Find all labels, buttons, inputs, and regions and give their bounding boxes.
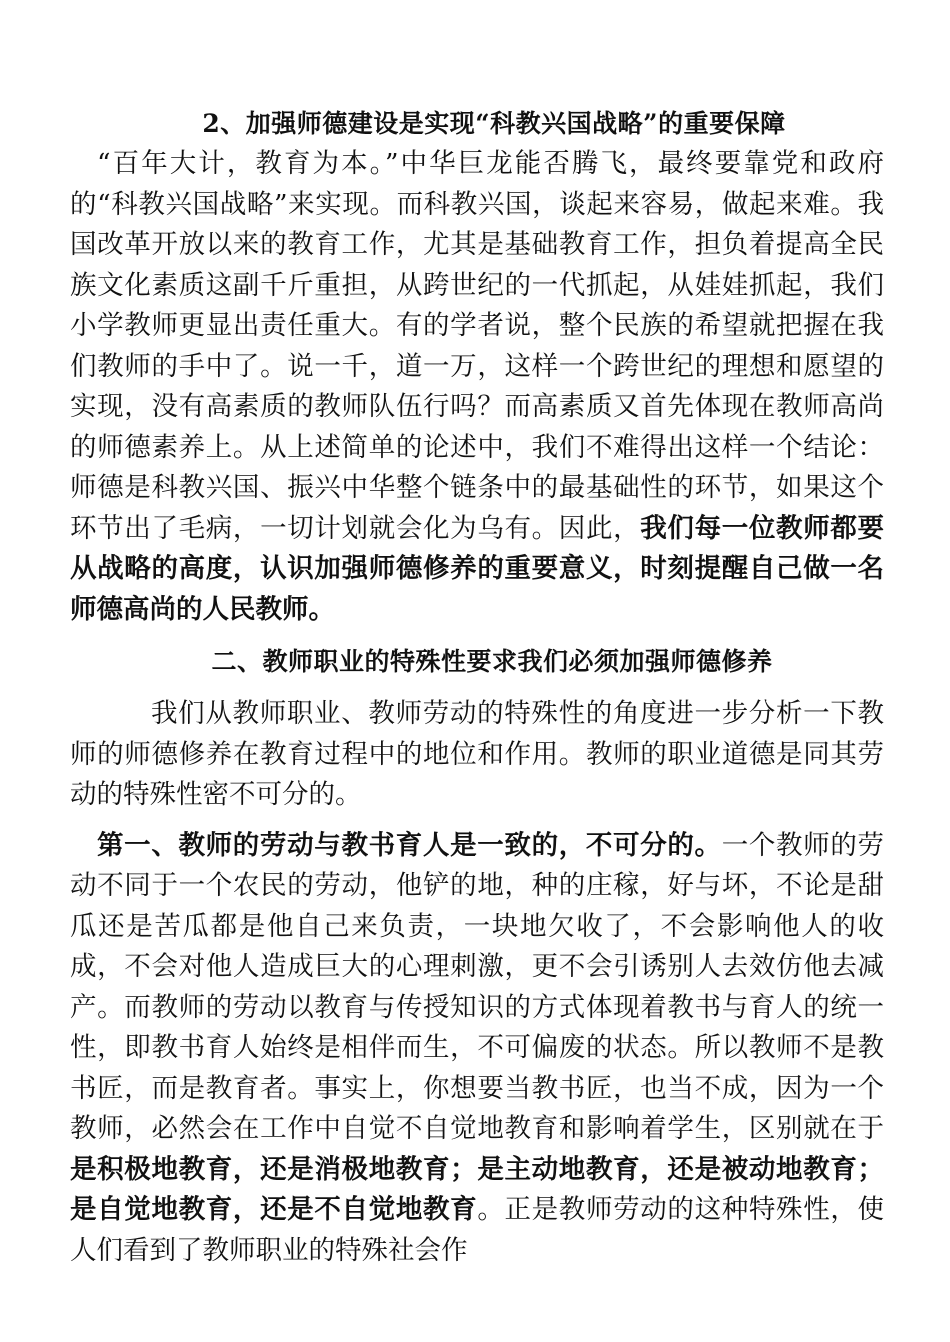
document-page (70, 104, 884, 1271)
section-heading-2: 二、教师职业的特殊性要求我们必须加强师德修养 (211, 647, 773, 676)
paragraph-strategy (70, 144, 884, 630)
paragraph-strategy-text: “百年大计，教育为本。”中华巨龙能否腾飞，最终要靠党和政府的“科教兴国战略”来实现。而科教兴国，谈起来容易，做起来难。我国改革开放以来的教育工作，尤其是基础教育工作，担负着提高全民族文化素质这副千斤重担，从跨世纪的一代抓起，从娃娃抓起，我们小学教师更显出责任重大。有的学者说，整个民族的希望就把握在我们教师的手中了。说一千，道一万，这样一个跨世纪的理想和愿望的实现，没有高素质的教师队伍行吗？而高素质又首先体现在教师高尚的师德素养上。从上述简单的论述中，我们不难得出这样一个结论：师德是科教兴国、振兴中华整个链条中的最基础性的环节，如果这个环节出了毛病，一切计划就会化为乌有。因此， (70, 148, 884, 544)
section-heading-sub-2: 2、加强师德建设是实现“科教兴国战略”的重要保障 (202, 109, 786, 138)
paragraph-first-point-text2: 。正是教师劳动的这种特殊性，使人们看到了教师职业的特殊社会作 (70, 1194, 885, 1266)
paragraph-first-point-lead: 第一、教师的劳动与教书育人是一致的，不可分的。 (97, 829, 722, 861)
paragraph-first-point (70, 826, 884, 1272)
paragraph-first-point-bold: 是积极地教育，还是消极地教育；是主动地教育，还是被动地教育；是自觉地教育，还是不自觉地教育 (70, 1153, 884, 1225)
paragraph-intro: 我们从教师职业、教师劳动的特殊性的角度进一步分析一下教师的师德修养在教育过程中的地位和作用。教师的职业道德是同其劳动的特殊性密不可分的。 (70, 698, 884, 810)
paragraph-first-point-text1: 一个教师的劳动不同于一个农民的劳动，他铲的地，种的庄稼，好与坏，不论是甜瓜还是苦瓜都是他自己来负责，一块地欠收了，不会影响他人的收成，不会对他人造成巨大的心理刺激，更不会引诱别人去效仿他去减产。而教师的劳动以教育与传授知识的方式体现着教书与育人的统一性，即教书育人始终是相伴而生，不可偏废的状态。所以教师不是教书匠，而是教育者。事实上，你想要当教书匠，也当不成，因为一个教师，必然会在工作中自觉不自觉地教育和影响着学生，区别就在于 (70, 829, 885, 1144)
paragraph-strategy-bold: 我们每一位教师都要从战略的高度，认识加强师德修养的重要意义，时刻提醒自己做一名师德高尚的人民教师。 (70, 512, 885, 625)
